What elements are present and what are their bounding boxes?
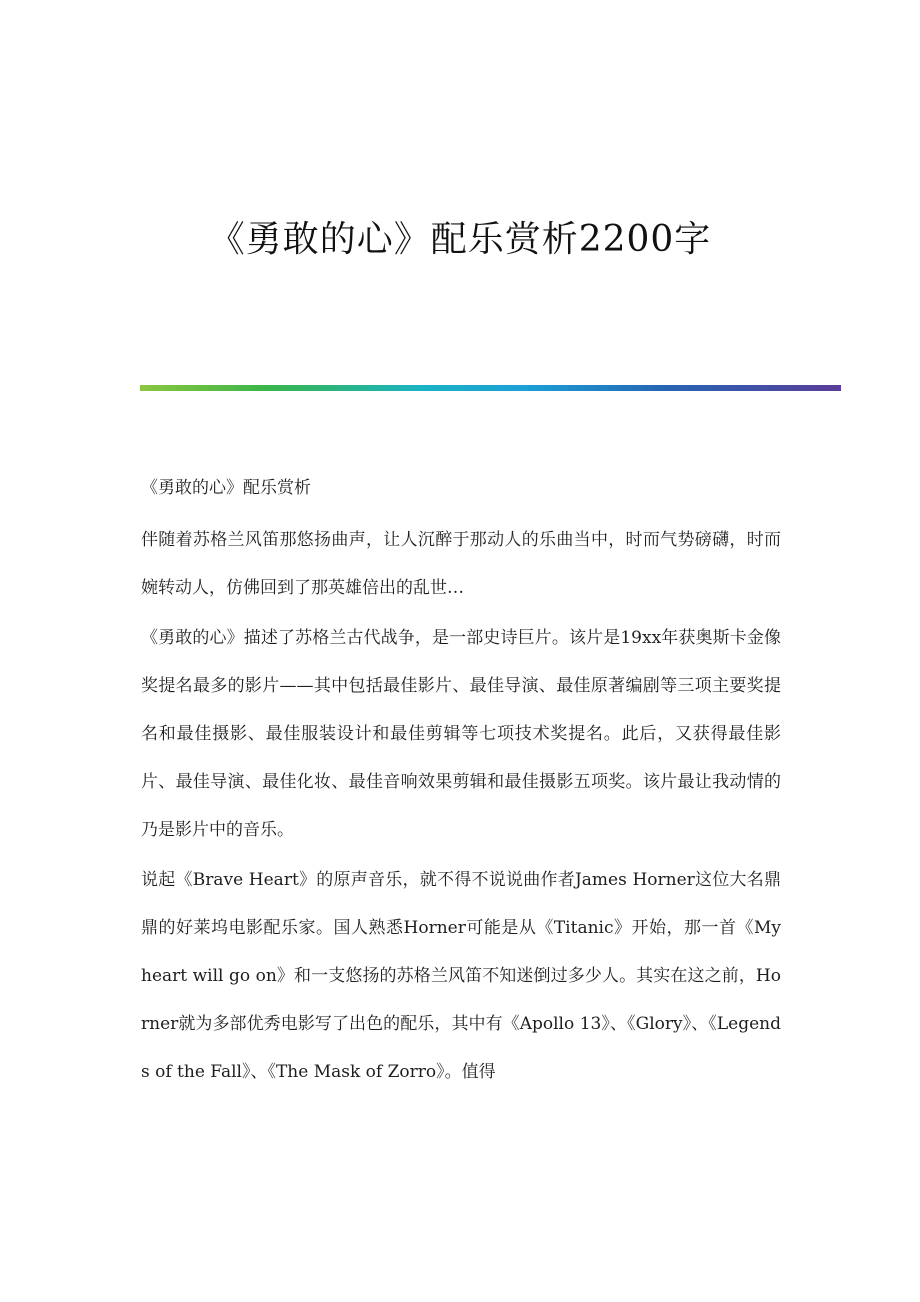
paragraph-composer: 说起《Brave Heart》的原声音乐，就不得不说说曲作者James Horner这位大名鼎鼎的好莱坞电影配乐家。国人熟悉Horner可能是从《Titanic》开始，那一首《My heart will go on》和一支悠扬的苏格兰风笛不知迷倒过多少人。其实在这之前，Horner就为多部优秀电影写了出色的配乐，其中有《Apollo 13》、《Glory》、《Legends of the Fall》、《The Mask of Zorro》。值得 bbox=[141, 870, 781, 1082]
paragraph-film-overview: 《勇敢的心》描述了苏格兰古代战争，是一部史诗巨片。该片是19xx年获奥斯卡金像奖提名最多的影片——其中包括最佳影片、最佳导演、最佳原著编剧等三项主要奖提名和最佳摄影、最佳服装设计和最佳剪辑等七项技术奖提名。此后，又获得最佳影片、最佳导演、最佳化妆、最佳音响效果剪辑和最佳摄影五项奖。该片最让我动情的乃是影片中的音乐。 bbox=[141, 628, 781, 840]
document-title: 《勇敢的心》配乐赏析2200字 bbox=[208, 219, 712, 260]
document-body bbox=[141, 464, 781, 1098]
paragraph-intro: 伴随着苏格兰风笛那悠扬曲声，让人沉醉于那动人的乐曲当中，时而气势磅礴，时而婉转动人，仿佛回到了那英雄倍出的乱世… bbox=[141, 530, 781, 598]
gradient-divider bbox=[140, 385, 841, 391]
section-subhead: 《勇敢的心》配乐赏析 bbox=[141, 478, 311, 498]
